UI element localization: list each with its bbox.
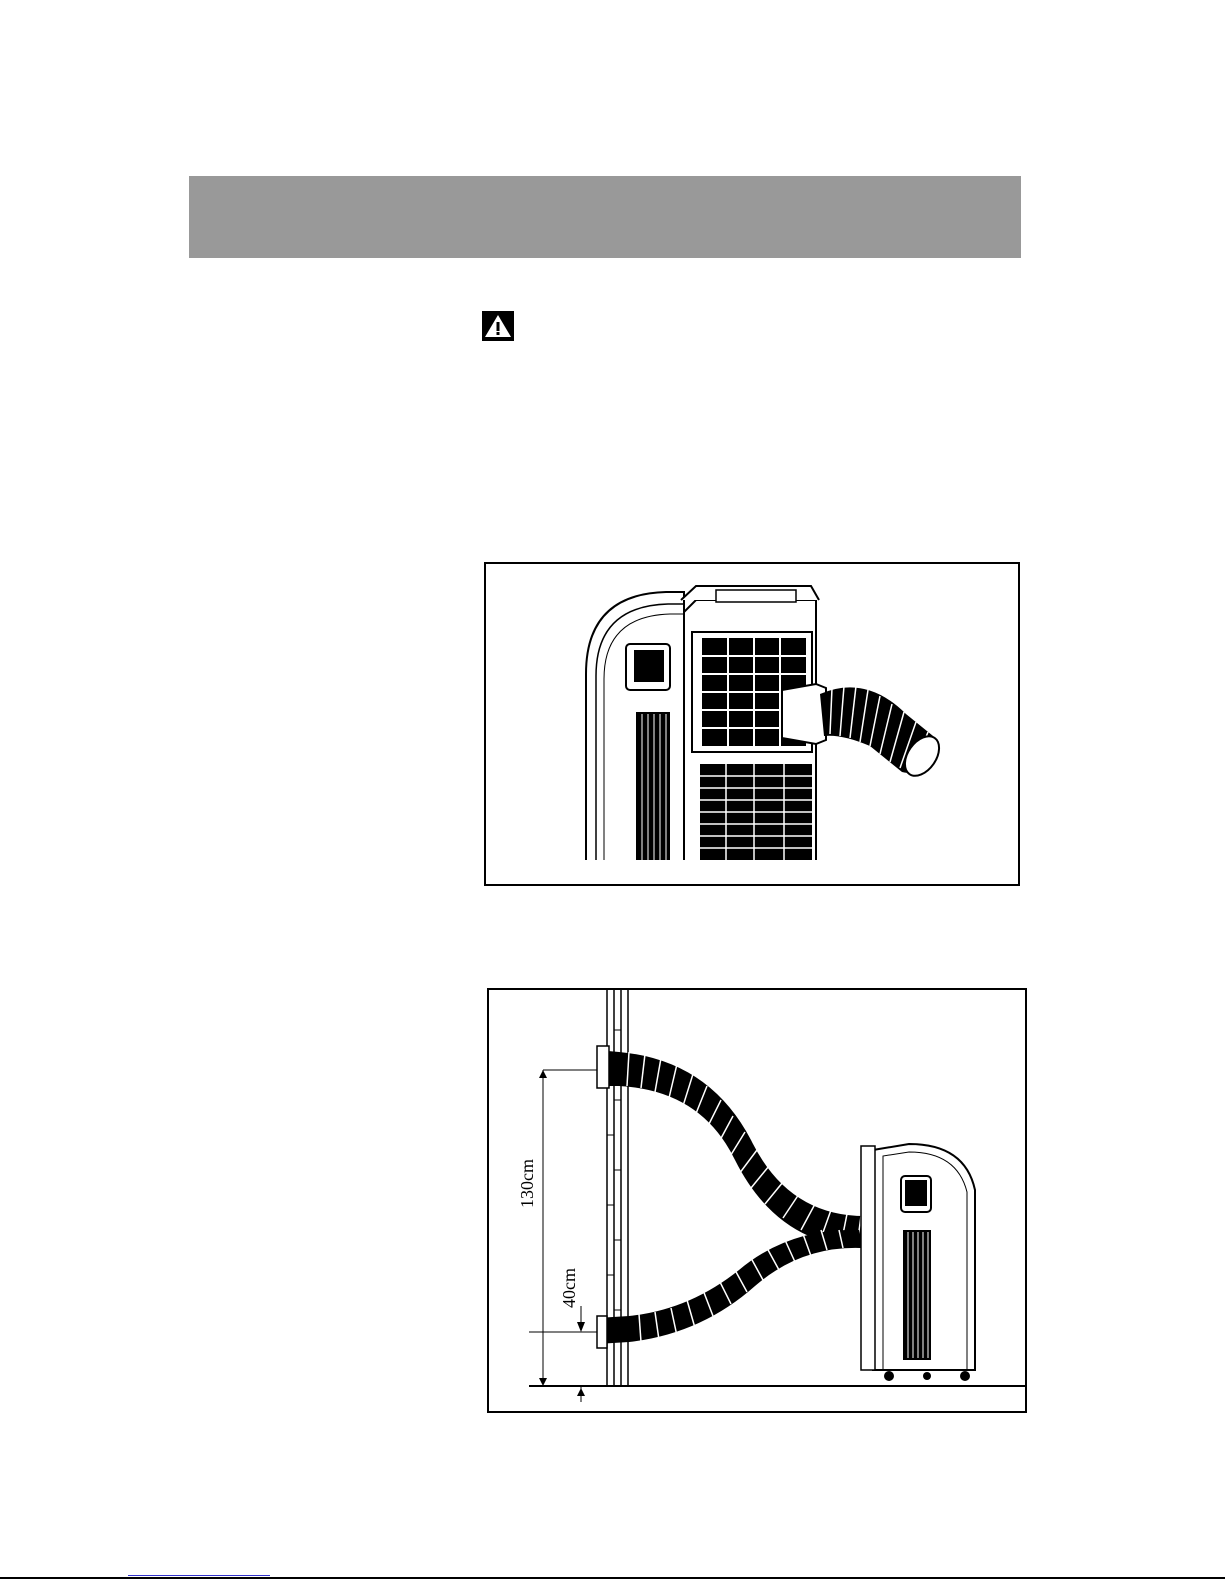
warning-triangle-icon (482, 311, 514, 341)
hose-height-figure (487, 988, 1027, 1413)
air-conditioner-hose-illustration (486, 564, 1018, 884)
exhaust-hose-figure (484, 562, 1020, 886)
height-max-label: 130cm (517, 1159, 537, 1208)
height-min-label: 40cm (559, 1268, 579, 1308)
footer-link-underline[interactable] (128, 1575, 270, 1576)
footer-rule (0, 1577, 1225, 1579)
section-header-band (189, 176, 1021, 258)
hose-installation-height-diagram (489, 990, 1025, 1411)
